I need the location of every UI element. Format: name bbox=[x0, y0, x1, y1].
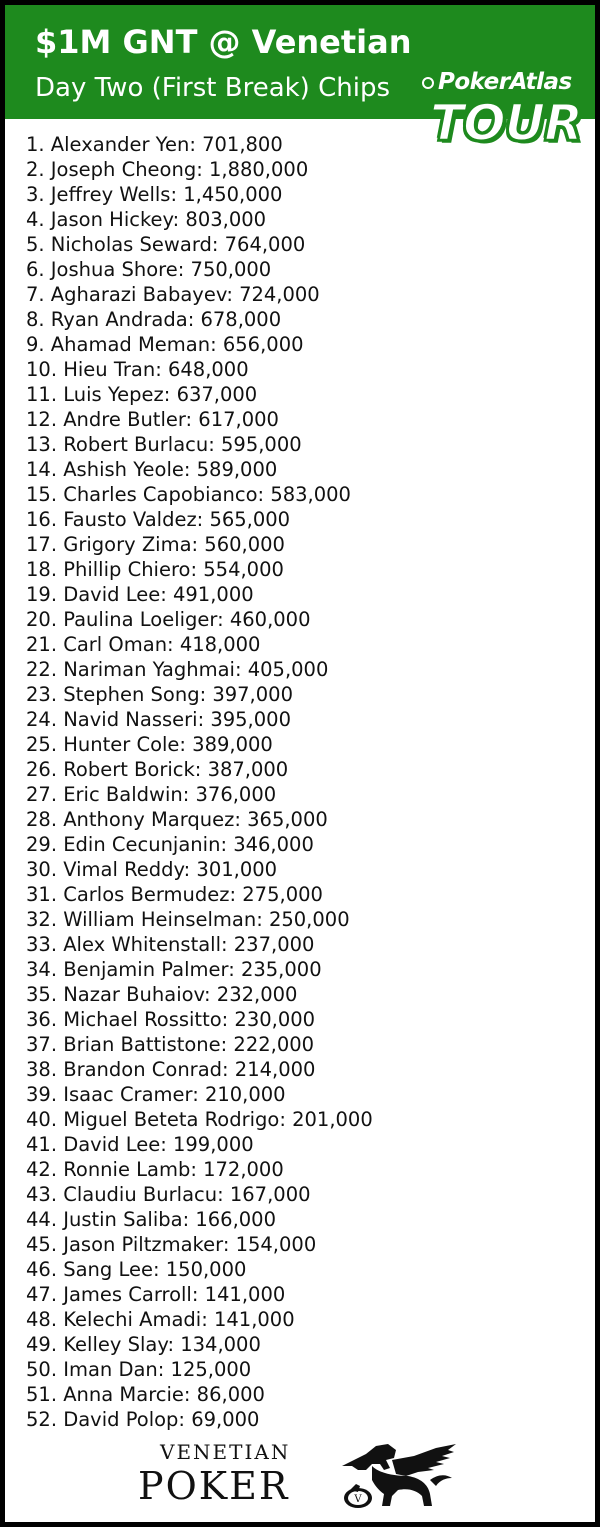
chip-count-entry: 6. Joshua Shore: 750,000 bbox=[26, 258, 272, 281]
chip-count-entry: 41. David Lee: 199,000 bbox=[26, 1133, 254, 1156]
venetian-poker-logo bbox=[138, 1440, 458, 1510]
chip-count-entry: 13. Robert Burlacu: 595,000 bbox=[26, 433, 302, 456]
chip-count-entry: 31. Carlos Bermudez: 275,000 bbox=[26, 883, 323, 906]
chip-count-entry: 1. Alexander Yen: 701,800 bbox=[26, 133, 283, 156]
page-title: $1M GNT @ Venetian bbox=[35, 23, 412, 61]
chip-count-entry: 30. Vimal Reddy: 301,000 bbox=[26, 858, 278, 881]
chip-count-entry: 19. David Lee: 491,000 bbox=[26, 583, 254, 606]
chip-count-entry: 15. Charles Capobianco: 583,000 bbox=[26, 483, 351, 506]
chip-count-entry: 39. Isaac Cramer: 210,000 bbox=[26, 1083, 286, 1106]
poker-wordmark: POKER bbox=[138, 1464, 290, 1508]
chip-count-entry: 34. Benjamin Palmer: 235,000 bbox=[26, 958, 322, 981]
chip-count-entry: 17. Grigory Zima: 560,000 bbox=[26, 533, 285, 556]
chip-count-entry: 47. James Carroll: 141,000 bbox=[26, 1283, 286, 1306]
chip-count-entry: 28. Anthony Marquez: 365,000 bbox=[26, 808, 328, 831]
chip-count-entry: 44. Justin Saliba: 166,000 bbox=[26, 1208, 276, 1231]
pokeratlas-tour-logo bbox=[422, 65, 592, 157]
chip-count-entry: 5. Nicholas Seward: 764,000 bbox=[26, 233, 306, 256]
chip-count-entry: 8. Ryan Andrada: 678,000 bbox=[26, 308, 282, 331]
venetian-wordmark: VENETIAN bbox=[160, 1440, 291, 1464]
chip-count-entry: 14. Ashish Yeole: 589,000 bbox=[26, 458, 278, 481]
chip-count-entry: 49. Kelley Slay: 134,000 bbox=[26, 1333, 261, 1356]
venetian-mark-letter: V bbox=[354, 1494, 362, 1505]
chip-count-entry: 29. Edin Cecunjanin: 346,000 bbox=[26, 833, 314, 856]
tour-wordmark: TOUR bbox=[430, 94, 582, 152]
chip-count-entry: 45. Jason Piltzmaker: 154,000 bbox=[26, 1233, 317, 1256]
chip-count-entry: 51. Anna Marcie: 86,000 bbox=[26, 1383, 265, 1406]
chip-count-entry: 9. Ahamad Meman: 656,000 bbox=[26, 333, 304, 356]
chip-count-entry: 37. Brian Battistone: 222,000 bbox=[26, 1033, 315, 1056]
chip-count-entry: 48. Kelechi Amadi: 141,000 bbox=[26, 1308, 295, 1331]
chip-count-entry: 26. Robert Borick: 387,000 bbox=[26, 758, 289, 781]
chip-count-entry: 24. Navid Nasseri: 395,000 bbox=[26, 708, 291, 731]
chip-count-list bbox=[26, 132, 373, 1432]
chip-count-entry: 52. David Polop: 69,000 bbox=[26, 1408, 260, 1431]
chip-count-entry: 46. Sang Lee: 150,000 bbox=[26, 1258, 247, 1281]
chip-count-entry: 18. Phillip Chiero: 554,000 bbox=[26, 558, 284, 581]
poker-chip-icon bbox=[422, 77, 434, 89]
pokeratlas-wordmark: PokerAtlas bbox=[438, 69, 572, 95]
chip-count-entry: 32. William Heinselman: 250,000 bbox=[26, 908, 350, 931]
chip-count-entry: 22. Nariman Yaghmai: 405,000 bbox=[26, 658, 329, 681]
chip-count-entry: 21. Carl Oman: 418,000 bbox=[26, 633, 261, 656]
chip-count-entry: 38. Brandon Conrad: 214,000 bbox=[26, 1058, 316, 1081]
chip-count-entry: 27. Eric Baldwin: 376,000 bbox=[26, 783, 277, 806]
chip-count-entry: 40. Miguel Beteta Rodrigo: 201,000 bbox=[26, 1108, 373, 1131]
chip-count-entry: 7. Agharazi Babayev: 724,000 bbox=[26, 283, 320, 306]
chip-count-entry: 3. Jeffrey Wells: 1,450,000 bbox=[26, 183, 283, 206]
chip-count-entry: 10. Hieu Tran: 648,000 bbox=[26, 358, 249, 381]
chip-count-entry: 2. Joseph Cheong: 1,880,000 bbox=[26, 158, 309, 181]
chip-count-entry: 43. Claudiu Burlacu: 167,000 bbox=[26, 1183, 311, 1206]
chip-count-entry: 42. Ronnie Lamb: 172,000 bbox=[26, 1158, 284, 1181]
page-subtitle: Day Two (First Break) Chips bbox=[35, 73, 390, 103]
chip-count-entry: 33. Alex Whitenstall: 237,000 bbox=[26, 933, 315, 956]
chip-count-entry: 11. Luis Yepez: 637,000 bbox=[26, 383, 258, 406]
chip-count-entry: 25. Hunter Cole: 389,000 bbox=[26, 733, 273, 756]
chip-count-entry: 23. Stephen Song: 397,000 bbox=[26, 683, 293, 706]
chip-count-entry: 35. Nazar Buhaiov: 232,000 bbox=[26, 983, 298, 1006]
chip-count-entry: 50. Iman Dan: 125,000 bbox=[26, 1358, 252, 1381]
chip-count-entry: 36. Michael Rossitto: 230,000 bbox=[26, 1008, 316, 1031]
chip-count-entry: 16. Fausto Valdez: 565,000 bbox=[26, 508, 291, 531]
chip-count-entry: 20. Paulina Loeliger: 460,000 bbox=[26, 608, 311, 631]
chip-count-entry: 4. Jason Hickey: 803,000 bbox=[26, 208, 267, 231]
winged-lion-icon bbox=[336, 1440, 458, 1510]
chip-count-entry: 12. Andre Butler: 617,000 bbox=[26, 408, 279, 431]
